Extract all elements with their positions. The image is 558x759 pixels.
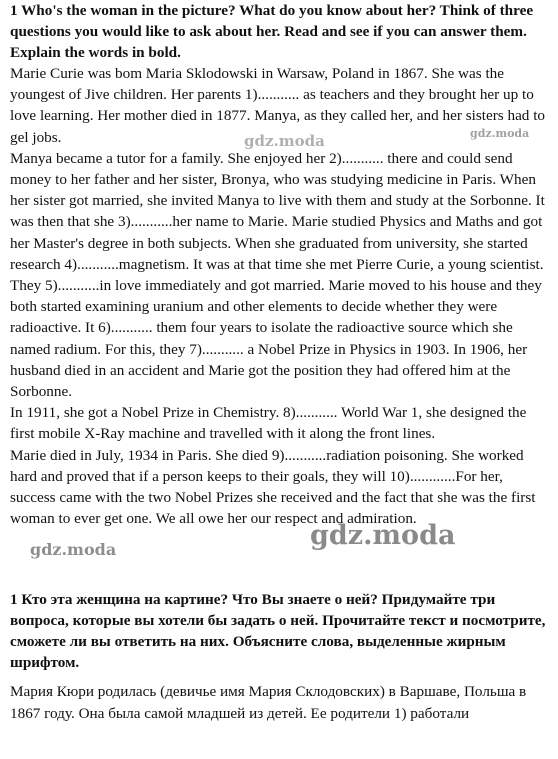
watermark: gdz.moda bbox=[30, 540, 117, 559]
task-heading-ru: 1 Кто эта женщина на картине? Что Вы знаете о ней? Придумайте три вопроса, которые вы хотели бы задать о ней. Прочитайте текст и посмотрите, сможете ли вы ответить на них. Объясните слова, выделенные жирным шрифтом. bbox=[10, 591, 546, 671]
english-task bbox=[10, 0, 546, 529]
watermark: gdz.moda bbox=[310, 520, 456, 551]
text-paragraph-1: Marie Curie was bom Maria Sklodowski in Warsaw, Poland in 1867. She was the youngest of Jive children. Her parents 1)........... as teachers and they brought her up to love learning. Her mother died in 1877. Manya, as they called her, and her sisters had to gel jobs. bbox=[10, 65, 546, 146]
watermark: gdz.moda bbox=[470, 127, 530, 140]
task-heading-en: 1 Who's the woman in the picture? What do you know about her? Think of three questions you would like to ask about her. Read and see if you can answer them. Explain the words in bold. bbox=[10, 2, 534, 61]
text-paragraph-4: Marie died in July, 1934 in Paris. She died 9)...........radiation poisoning. She worked hard and proved that if a person keeps to their goals, they will 10)............For her, success came with the two Nobel Prizes she received and the fact that she was the first woman to ever get one. We all owe her our respect and admiration. bbox=[10, 446, 536, 528]
text-paragraph-2: Manya became a tutor for a family. She enjoyed her 2)........... there and could send money to her father and her sister, Bronya, who was studying medicine in Paris. When her sister got married, she invited Manya to live with them and study at the Sorbonne. It was then that she 3)...........her name to Marie. Marie studied Physics and Maths and got her Master's degree in both subjects. When she graduated from university, she started research 4)...........magnetism. It was at that time she met Pierre Curie, a young scientist. They 5)...........in love immediately and got married. Marie moved to his house and they both started examining uranium and other elements to decide whether they were radioactive. It 6)........... them four years to isolate the radioactive source which she named radium. For this, they 7)........... a Nobel Prize in Physics in 1903. In 1906, her husband died in an accident and Marie got the position they had offered him at the Sorbonne. bbox=[10, 149, 545, 401]
watermark: gdz.moda bbox=[244, 132, 325, 150]
text-paragraph-ru: Мария Кюри родилась (девичье имя Мария Склодовских) в Варшаве, Польша в 1867 году. Она была самой младшей из детей. Ее родители 1) работали bbox=[10, 683, 527, 722]
text-paragraph-3: In 1911, she got a Nobel Prize in Chemistry. 8)........... World War 1, she designed the first mobile X-Ray machine and travelled with it along the front lines. bbox=[10, 404, 527, 443]
